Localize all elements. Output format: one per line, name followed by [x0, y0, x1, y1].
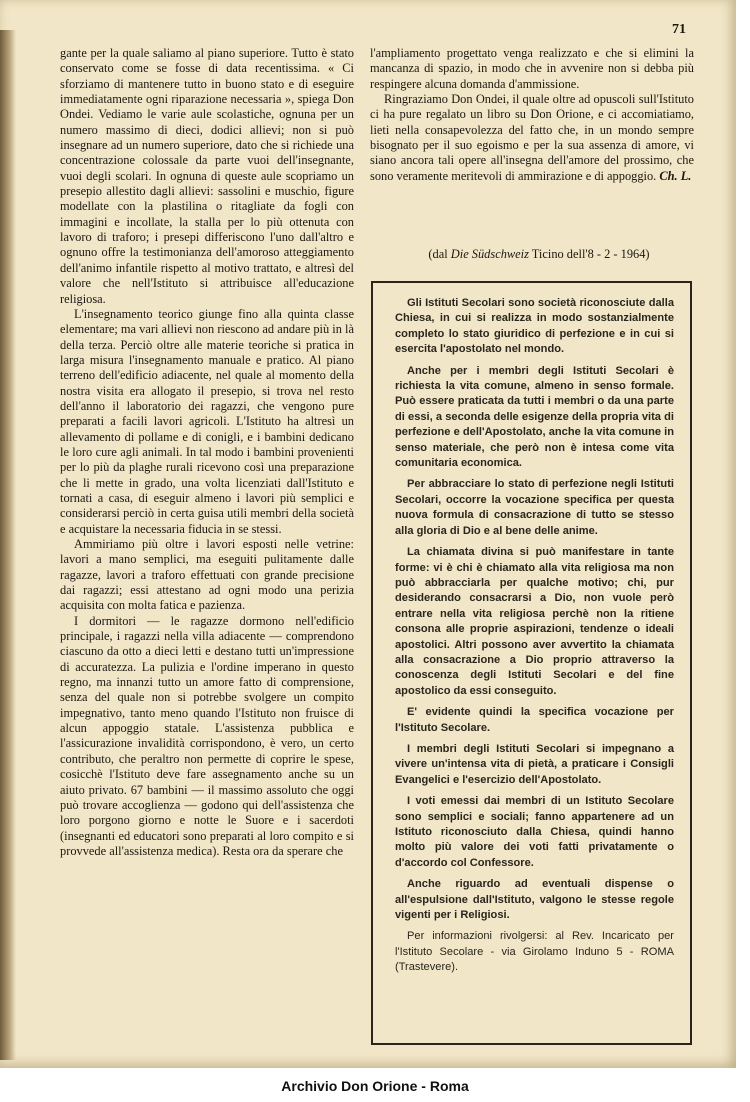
right-paragraph-text: Ringraziamo Don Ondei, il quale oltre ad opuscoli sull'Istituto ci ha pure regalato un libro su Don Orione, e ci accomiatiamo, lieti nella consapevolezza del fatto che, in un mondo sempre bisognato per il suo egoismo e per la sua assenza di amore, vi siano ancora tali opere all'insegna dell'amore del prossimo, che sono veramente meritevoli di ammirazione e di appoggio.: [370, 92, 694, 183]
info-box-paragraph: I voti emessi dai membri di un Istituto Secolare sono semplici e sociali; fanno appartenere ad un Istituto riconosciuto dalla Chiesa, quindi hanno molto più valore dei voti fatti privatamente o d'accordo col Confessore.: [395, 795, 674, 869]
info-box-paragraph: I membri degli Istituti Secolari si impegnano a vivere un'intensa vita di pietà, a praticare i Consigli Evangelici e l'esercizio dell'Apostolato.: [395, 742, 674, 786]
citation-suffix: Ticino dell'8 - 2 - 1964): [531, 247, 650, 261]
right-paragraph: l'ampliamento progettato venga realizzato e che si elimini la mancanza di spazio, in modo che in avvenire non si debba più respingere alcuna domanda d'ammissione.: [370, 46, 694, 91]
info-box-paragraph: Gli Istituti Secolari sono società riconosciute dalla Chiesa, in cui si realizza in modo sostanzialmente completo lo stato giuridico di perfezione e in cui si esercita l'apostolato nel mondo.: [395, 297, 674, 356]
info-box-paragraph: La chiamata divina si può manifestare in tante forme: vi è chi è chiamato alla vita religiosa ma non può abbracciarla per qualche motivo; chi, pur desiderando consacrarsi a Dio, non vuole però entrare nella vita religiosa perchè non la ritiene consona alle proprie aspirazioni, tendenze o ideali apostolici. Altri possono aver avvertito la chiamata alla consacrazione a Dio proprio attraverso la conoscenza degli Istituti Secolari e del fine apostolico da essi conseguito.: [395, 546, 674, 697]
info-box-paragraph: Anche riguardo ad eventuali dispense o all'espulsione dall'Istituto, valgono le stesse regole vigenti per i Religiosi.: [395, 878, 674, 922]
left-paragraph: gante per la quale saliamo al piano superiore. Tutto è stato conservato come se fosse di data recentissima. « Ci sforziamo di mantenere tutto in buono stato e di eseguire immediatamente ogni riparazione necessaria », spiega Don Ondei. Vediamo le varie aule scolastiche, ognuna per un numero massimo di dieci, dodici allievi; non si può insegnare ad un numero superiore, dato che si richiede una concentrazione colossale da parte vuoi dell'insegnante, vuoi degli scolari. In ognuna di queste aule scopriamo un presepio allestito dagli allievi: sassolini e muschio, figure modellate con la plastilina o ritagliate da fogli con immagini e incollate, la stalla per lo più ottenuta con lavoro di traforo; i presepi differiscono l'uno dall'altro e ognuno offre la testimonianza dell'amoroso atteggiamento dell'animo infantile rispetto al motivo trattato, e altresì del valore che nell'Istituto si attribuisce all'educazione religiosa.: [60, 46, 354, 306]
citation-prefix: (dal: [428, 247, 448, 261]
right-paragraph: [370, 92, 694, 184]
left-paragraph: Ammiriamo più oltre i lavori esposti nelle vetrine: lavori a mano semplici, ma eseguiti pulitamente dalle ragazze, lavori a traforo effettuati con grande precisione dai ragazzi; essi attestano ad ogni modo una perizia acquisita con molta fatica e pazienza.: [60, 537, 354, 613]
info-box-paragraph: Per abbracciare lo stato di perfezione negli Istituti Secolari, occorre la vocazione specifica per questa nuova formula di consacrazione di tutto se stesso alla gloria di Dio e al bene delle anime.: [395, 478, 674, 537]
citation-source: Die Südschweiz: [450, 247, 529, 261]
info-box-istituti-secolari: [371, 281, 692, 1045]
source-citation: [380, 247, 698, 262]
info-box-contact: Per informazioni rivolgersi: al Rev. Incaricato per l'Istituto Secolare - via Girolamo Induno 5 - ROMA (Trastevere).: [395, 930, 674, 974]
author-signature: Ch. L.: [659, 168, 692, 183]
left-column: [60, 46, 354, 859]
right-column: [370, 46, 694, 184]
left-paragraph: I dormitori — le ragazze dormono nell'edificio principale, i ragazzi nella villa adiacente — comprendono ciascuno da otto a dieci letti e destano tutti un'impressione di accuratezza. La pulizia e l'ordine imperano in questo regno, ma innanzi tutto un amore fatto di comprensione, senza del quale non si potrebbe svolgere un compito impegnativo, tanto meno quando l'Istituto non fruisce di alcun appoggio statale. L'assistenza pubblica e l'assicurazione invalidità corrispondono, è vero, un certo contributo, che peraltro non permette di coprire le spese, cosicchè l'Istituto deve fare assegnamento anche su un aiuto privato. 67 bambini — il massimo assoluto che oggi può trovare accoglienza — godono qui dell'assistenza che loro porgono giorno e notte le Suore e i sacerdoti (insegnanti ed educatori sono preparati al loro compito e si provvede all'assistenza medica). Resta ora da sperare che: [60, 613, 354, 858]
info-box-paragraph: E' evidente quindi la specifica vocazione per l'Istituto Secolare.: [395, 706, 674, 734]
left-paragraph: L'insegnamento teorico giunge fino alla quinta classe elementare; ma vari allievi non riescono ad andare più in là della terza. Perciò oltre alle materie teoriche si pratica in larga misura l'insegnamento manuale e pratico. Al piano terreno dell'edificio adiacente, nel quale al momento della nostra visita era allogato il presepio, si trova nel resto dell'anno il laboratorio dei ragazzi, che vengono pure preparati a facili lavori agricoli. L'Istituto ha altresì un allevamento di pollame e di conigli, e i bambini dedicano le loro cure agli animali. In tal modo i bambini provenienti per lo più da plaghe rurali ricevono così una preparazione che li mette in grado, una volta licenziati dall'Istituto e tornati a casa, di eseguir almeno i lavori più semplici e considerarsi perciò in certa guisa utili membri della società e acquistare la necessaria fiducia in se stessi.: [60, 306, 354, 536]
binding-edge-shadow: [0, 30, 16, 1060]
info-box-paragraph: Anche per i membri degli Istituti Secolari è richiesta la vita comune, almeno in senso formale. Può essere praticata da tutti i membri o da una parte di essi, a seconda delle esigenze della propria vita di perfezione e dell'Apostolato, anche la vita comune in senso materiale, che però non è intesa come vita comunitaria economica.: [395, 364, 674, 470]
page-number: 71: [672, 22, 686, 37]
archive-footer: Archivio Don Orione - Roma: [281, 1078, 469, 1094]
